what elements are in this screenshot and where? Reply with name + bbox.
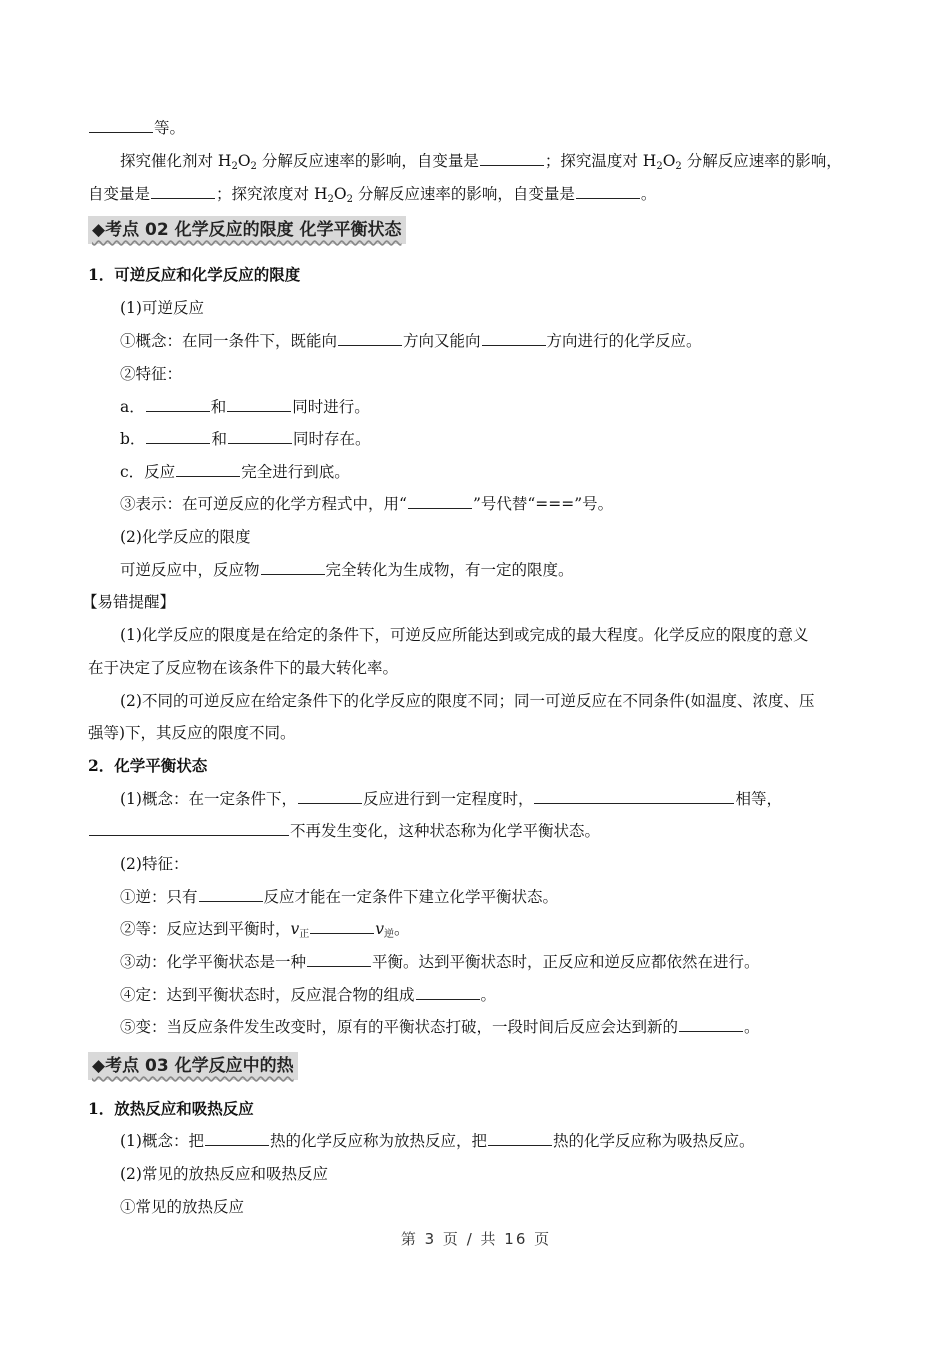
text-line: 不再发生变化，这种状态称为化学平衡状态。 xyxy=(88,821,600,841)
text-line: ②特征： xyxy=(120,365,183,383)
text-line: (2)常见的放热反应和吸热反应 xyxy=(120,1165,328,1183)
page-footer: 第 3 页 / 共 16 页 xyxy=(400,1230,552,1248)
fill-blank xyxy=(576,184,640,199)
fill-blank xyxy=(307,952,371,967)
fill-blank xyxy=(151,184,215,199)
text-line: b． 和 同时存在。 xyxy=(120,430,371,448)
text-line: 强等)下，其反应的限度不同。 xyxy=(88,724,296,742)
text-line: (1)可逆反应 xyxy=(120,299,204,317)
text-line: ①常见的放热反应 xyxy=(120,1198,245,1216)
text-line: ③表示：在可逆反应的化学方程式中，用“ ”号代替“===”号。 xyxy=(120,495,614,513)
text-line: ①逆：只有 反应才能在一定条件下建立化学平衡状态。 xyxy=(120,888,559,906)
text-line: 等。 xyxy=(88,118,185,138)
fill-blank xyxy=(408,494,472,509)
text-line: 可逆反应中，反应物 完全转化为生成物，有一定的限度。 xyxy=(120,561,574,579)
text-line: ①概念：在同一条件下，既能向 方向又能向 方向进行的化学反应。 xyxy=(120,332,702,350)
text-line: (2)不同的可逆反应在给定条件下的化学反应的限度不同；同一可逆反应在不同条件(如温度、浓度、压 xyxy=(120,692,815,710)
text-line: ③动：化学平衡状态是一种 平衡。达到平衡状态时，正反应和逆反应都依然在进行。 xyxy=(120,953,760,971)
fill-blank xyxy=(298,789,362,804)
text-line: 在于决定了反应物在该条件下的最大转化率。 xyxy=(88,659,399,677)
fill-blank xyxy=(228,429,292,444)
fill-blank xyxy=(146,429,210,444)
fill-blank xyxy=(89,118,153,133)
fill-blank xyxy=(416,985,480,1000)
text-line: (1)概念：在一定条件下， 反应进行到一定程度时， 相等， xyxy=(120,790,782,808)
text-line: c．反应 完全进行到底。 xyxy=(120,463,350,481)
subheading: 1．可逆反应和化学反应的限度 xyxy=(88,265,301,284)
fill-blank xyxy=(534,789,734,804)
text-line: (2)特征： xyxy=(120,855,189,873)
fill-blank xyxy=(199,887,263,902)
fill-blank xyxy=(482,331,546,346)
fill-blank xyxy=(146,397,210,412)
fill-blank xyxy=(488,1131,552,1146)
text-line: (1)概念：把 热的化学反应称为放热反应，把 热的化学反应称为吸热反应。 xyxy=(120,1132,755,1150)
fill-blank xyxy=(310,919,374,934)
fill-blank xyxy=(176,462,240,477)
text-line: (1)化学反应的限度是在给定的条件下，可逆反应所能达到或完成的最大程度。化学反应的限度的意义 xyxy=(120,626,809,644)
text-line: a． 和 同时进行。 xyxy=(120,398,370,416)
fill-blank xyxy=(89,821,289,836)
fill-blank xyxy=(205,1131,269,1146)
text-line: ②等：反应达到平衡时，$v_正$ $v_逆$。 xyxy=(120,920,410,940)
text-line: (2)化学反应的限度 xyxy=(120,528,251,546)
fill-blank xyxy=(261,560,325,575)
text-line: ⑤变：当反应条件发生改变时，原有的平衡状态打破，一段时间后反应会达到新的 。 xyxy=(120,1018,760,1036)
section-heading-03: ◆考点 03 化学反应中的热 xyxy=(88,1052,298,1080)
tip-title: 【易错提醒】 xyxy=(82,593,176,611)
section-heading-02: ◆考点 02 化学反应的限度 化学平衡状态 xyxy=(88,216,406,244)
text-line: 自变量是 ；探究浓度对 $H_2O_2$ 分解反应速率的影响，自变量是 。 xyxy=(88,185,657,205)
fill-blank xyxy=(338,331,402,346)
subheading: 1．放热反应和吸热反应 xyxy=(88,1099,254,1118)
text-line: 探究催化剂对 $H_2O_2$ 分解反应速率的影响，自变量是 ；探究温度对 $H_2O_2$ 分解反应速率的影响， xyxy=(120,152,842,172)
fill-blank xyxy=(679,1017,743,1032)
fill-blank xyxy=(227,397,291,412)
subheading: 2．化学平衡状态 xyxy=(88,756,208,775)
text-line: ④定：达到平衡状态时，反应混合物的组成 。 xyxy=(120,986,497,1004)
fill-blank xyxy=(480,151,544,166)
